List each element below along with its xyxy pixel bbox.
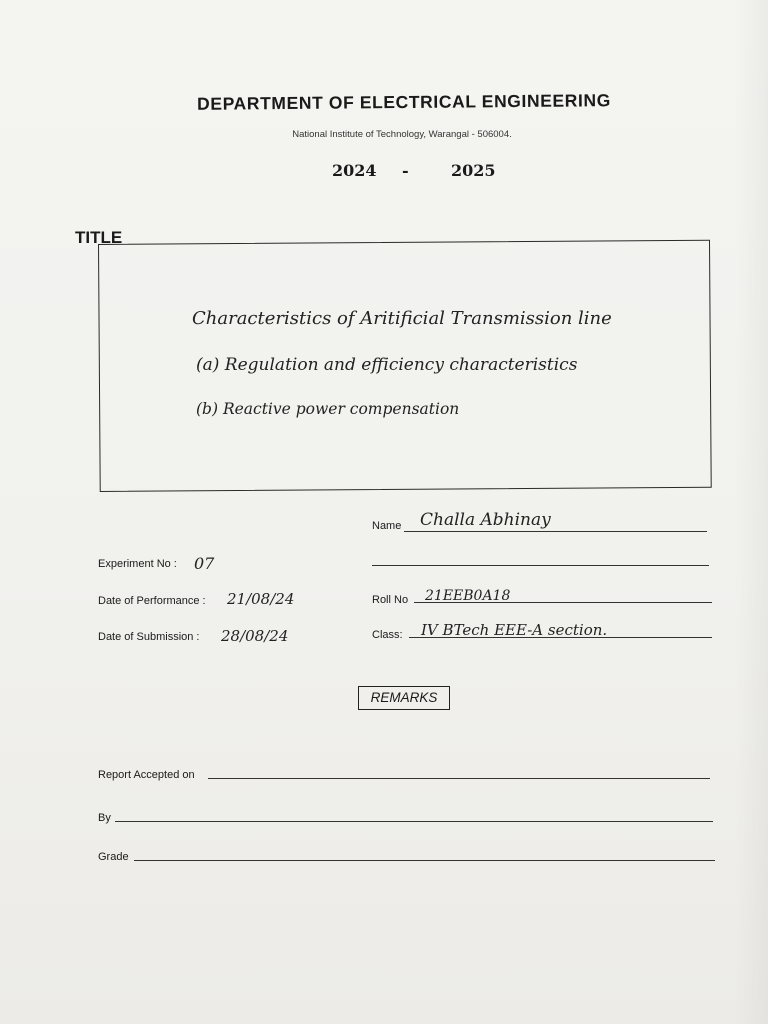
title-line-2: (a) Regulation and efficiency characteristics xyxy=(196,355,578,375)
institute-address: National Institute of Technology, Warangal - 506004. xyxy=(292,129,512,140)
roll-label: Roll No xyxy=(372,594,409,606)
by-line xyxy=(115,821,713,822)
name-value: Challa Abhinay xyxy=(420,510,551,530)
roll-value: 21EEB0A18 xyxy=(425,588,511,604)
title-line-1: Characteristics of Aritificial Transmission line xyxy=(192,308,612,329)
performance-label: Date of Performance : xyxy=(98,595,206,607)
report-accepted-label: Report Accepted on xyxy=(98,769,195,781)
submission-label: Date of Submission : xyxy=(98,631,200,643)
experiment-value: 07 xyxy=(194,554,215,573)
department-heading: DEPARTMENT OF ELECTRICAL ENGINEERING xyxy=(197,90,611,114)
title-label: TITLE xyxy=(75,228,123,247)
class-label: Class: xyxy=(372,629,403,641)
class-value: IV BTech EEE-A section. xyxy=(421,621,608,639)
year-start: 2024 xyxy=(332,161,377,180)
blank-line xyxy=(372,565,709,566)
name-label: Name xyxy=(372,520,402,532)
title-line-3: (b) Reactive power compensation xyxy=(196,400,460,418)
performance-value: 21/08/24 xyxy=(227,590,295,608)
report-accepted-line xyxy=(208,778,710,779)
experiment-label: Experiment No : xyxy=(98,558,177,570)
grade-line xyxy=(134,860,715,861)
remarks-heading: REMARKS xyxy=(358,686,450,710)
year-separator: - xyxy=(402,161,409,180)
year-end: 2025 xyxy=(451,161,496,180)
page-edge-shadow xyxy=(735,0,768,1024)
by-label: By xyxy=(98,812,111,824)
submission-value: 28/08/24 xyxy=(221,627,289,645)
name-line xyxy=(404,531,707,532)
grade-label: Grade xyxy=(98,851,129,863)
